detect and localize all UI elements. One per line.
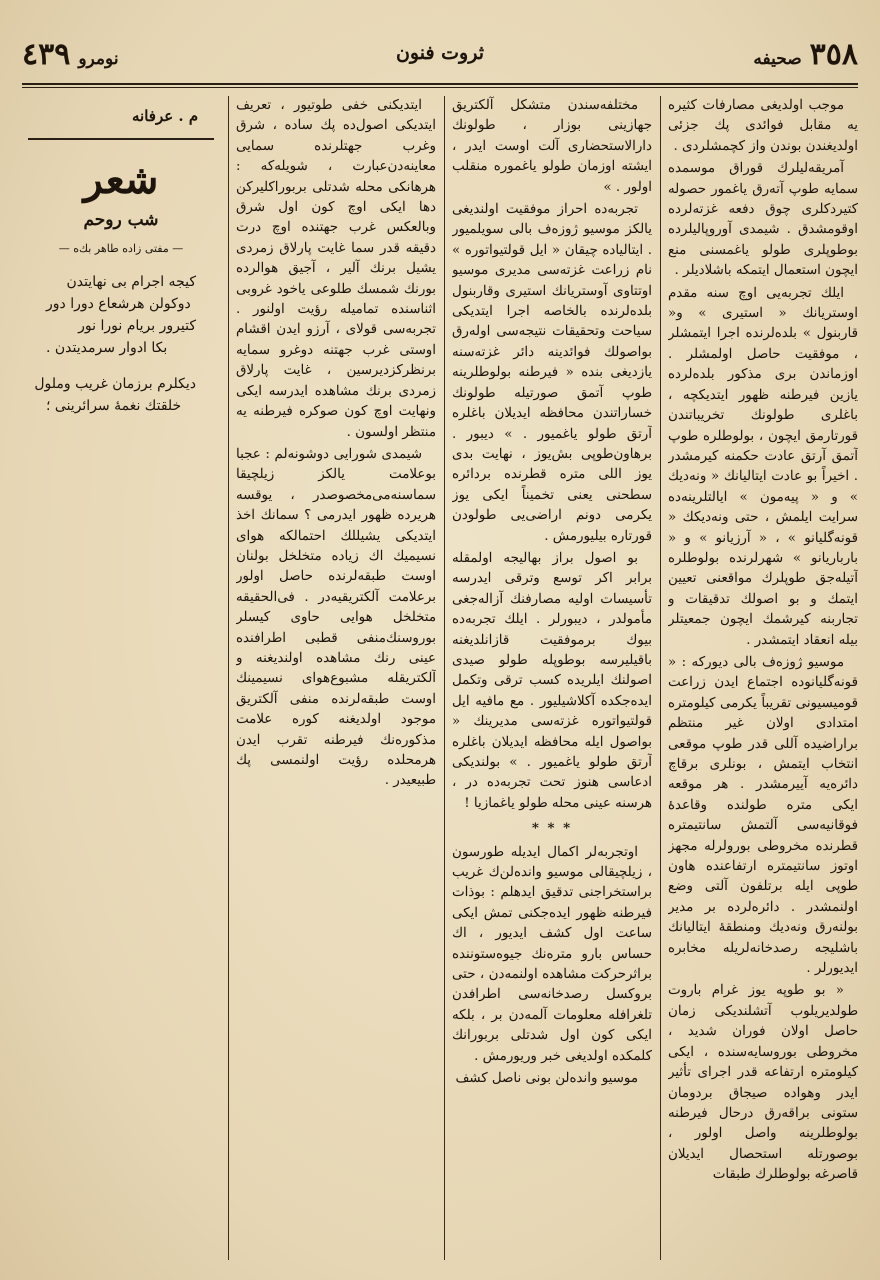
column-2 <box>452 96 652 1258</box>
poem-title: شب روحم <box>83 210 159 231</box>
poem-verse: خلقتك نغمهٔ سرائرینی ؛ <box>46 398 182 415</box>
paragraph: ایتدیکنی خفی طوتیور ، تعریف ایتدیکی اصول‌ده پك ساده ، شرق وغرب جهتلرنده سمایی معاینه‌دن‌عبارت ، شویلەکه : هرهانکی محله شدتلی بربوراکلیرکن دها ایکی اوچ کون اول شرق وبالعکس غرب جهتنده اوچ درت دقیقه قدر سما غایت پارلاق زمردی یشیل برنك آلیر ، آجیق هوالرده بورنك شمسك طلوعی یاخود غروبی اثناسنده تمامیله رؤیت اولنور . تجربه‌سی قولای ، آرزو ایدن اقشام اوستی غرب جهتنه دوغرو سمایه برنظرکزدیرسین ، غایت پارلاق زمردی برنك مشاهده ایدرسه ایکی ونهایت اوچ کون صوکره فیرطنه یه منتظر اولسون . <box>236 98 436 440</box>
publication-title: ثروت فنون <box>395 42 485 64</box>
paragraph: موجب اولدیغی مصارفات کثیره یه مقابل فوائدی پك جزئی اولدیغندن بوندن واز کچمشلردی . <box>668 98 858 154</box>
paragraph: ایلك تجربه‌یی اوچ سنه مقدم اوستریانك « استیری » و« قاربنول » بلده‌لرنده اجرا ایتمشلر ، موفقیت حاصل اولمشلر . اوزماندن بری مذکور بلده‌لرده یازین فیرطنه ظهور ایتدیکچه ، باغلری طولونك تخریباتندن قورتارمق ایچون ، بولوطلره طوپ آتمق آرتق عادت حکمنه کیرمشدر . اخیراً بو عادت ایتالیانك « ونه‌دیك » و « پیه‌مون » ایالتلرینه‌ده سرایت ایلمش ، حتی ونه‌دیكك « قونه‌گلیانو » ، « آرزیانو » و « بارباریانو » شهرلرنده بولوطلره آتیله‌جق طوپلرك مواقعنی تعیین ایتمك و بو اصولك تدقیقات و تجاربنه کیرشمك ایچون جمعیتلر بیله انعقاد ایتمشدر . <box>668 285 858 648</box>
author-signature: م . عرفانه <box>132 107 199 125</box>
column-divider <box>444 96 445 1260</box>
paragraph: شیمدی شورایی دوشونه‌لم : عجبا بوعلامت یالکز زیلچیقا سماسنه‌می‌مخصوصدر ، یوقسه هریرده ظهور ایدرمی ؟ سمانك اخذ ایتدیکی یشیللك احتمالکه هوای نسیمیك اك زیاده متخلخل بولنان اوست طبقه‌لرنده حاصل اولور برعلامت آلکتریقیه‌در . فی‌الحقیقه متخلخل هوایی حاوی کیسلر بوروسنك‌منفی قطبی اطرافنده عینی رنك مشاهده اولندیغنه و آلکتریقله مشبوع‌هوای نسیمینك اوست طبقه‌لرنده منفی آلکتریق موجود اولدیغنه کوره علامت مذکورەنك فیرطنه تقرب ایدن هرمحلده رؤیت اولنمسی پك طبیعیدر . <box>236 446 436 789</box>
issue-number-group <box>22 37 119 72</box>
issue-label: نومرو <box>78 49 119 69</box>
poem-verse: دوکولن هرشعاع دورا دور <box>46 296 191 313</box>
stanza-gap <box>22 359 220 373</box>
page-label: صحيفه <box>753 49 802 69</box>
paragraph: موسیو واندەلن بونی ناصل کشف <box>455 1071 638 1087</box>
publication-title-wrap <box>22 42 858 64</box>
poem-dedication: — مفتی زاده طاهر بك‌ه — <box>58 241 184 255</box>
column-divider <box>228 96 229 1260</box>
poem-verse: کیجه اجرام بی نهایتدن <box>66 274 196 291</box>
paragraph: مختلفه‌سندن متشکل آلکتریق جهازینی بوزار ، طولونك دارالاستحضاری آلت اوست ایدر ، ایشته اوزمان طولو یاغموره منقلب اولور . » <box>452 98 652 195</box>
header-rule-thin <box>22 87 858 88</box>
column-3 <box>236 96 436 1258</box>
poem-section-title: شعر <box>83 156 159 204</box>
section-break-stars: * * * <box>531 820 573 837</box>
header-rule <box>22 83 858 85</box>
poem-verse: بکا ادوار سرمدیتدن . <box>46 340 168 357</box>
section-separator <box>28 138 214 140</box>
paragraph: تجربه‌ده احراز موفقیت اولندیغی یالکز موسیو ژوزه‌ف بالی سویلمیور . ایتالیاده چیقان « ایل قولتیواتوره » نام زراعت غزته‌سی مدیری موسیو اوتتاوی آوستریانك استیری وقاربنول بلده‌لرنده بالخاصه اجرا ایتدیکی سیاحت وتحقیقات نتیجه‌سی اولەرق بواصولك فوائدینه دائر غزته‌سنه یازدیغی بنده « فیرطنه بولوطلرینه طوپ آتمق صورتیله طولونك خساراتندن محافظه ایدیلان باغلره آرتق طولو یاغمیور . » دیبور . برهاون‌طوپی بش‌یوز ، نهایت بدی یوز اللی متره قطرنده بردائره سطحنی یعنی تخمیناً ایکی یوز یکرمی دونم اراضی‌یی طولودن قورتاره بیلیورمش . <box>452 202 652 544</box>
paragraph: موسیو ژوزه‌ف بالی دیورکه : « قونه‌گلیانوده اجتماع ایدن زراعت قومیسیونی تقریباً یکرمی کیلومتره امتدادی اولان غیر منتظم براراضیده آللی قدر طوپ موقعی انتخاب ایتمش ، بونلری برقاچ دائره‌یه آییرمشدر . هر موقعه ایکی متره طولنده وقاعده‌ٔ فوقانیه‌سی آلتمش سانتیمتره قطرنده مخروطی بورولرله مجهز اوتوز سانتیمتره ارتفاعنده هاون طوپی ایله برتلفون آلتی وضع اولنمشدر . دائره‌لرده بر مدیر بولنه‌رق ونه‌دیك ومنطقه‌ٔ ایتالیانك باشلیجه رصدخانه‌لریله مخابره ایدیورلر . <box>668 654 858 977</box>
poem-verse: کتیرور بریام نورا نور <box>78 318 196 335</box>
paragraph: « بو طوپه یوز غرام باروت طولدیریلوب آتشلندیکی زمان حاصل اولان فوران شدید ، مخروطی بوروسایه‌سنده ، ایکی کیلومتره ارتفاعه قدر اجرای تأثیر ایدر وهواده صیجاق بردومان ستونی براقەرق درحال فیرطنه بولوطلرینه واصل اولور ، بوصورتله استحصال ایدیلان قاصرغه بولوطلرك طبقات <box>668 983 858 1183</box>
poem-verse: دیکلرم برزمان غریب وملول <box>34 376 196 393</box>
page-number: ٣٥٨ <box>809 37 858 72</box>
paragraph: آمریقه‌لیلرك قوراق موسمده سمایه طوپ آتەرق یاغمور حصوله کتیردکلری چوق دفعه غزته‌لرده اوقومشدق . شیمدی آوروپالیلرده بوطوپلری طولو یاغمسنی منع ایچون استعمال ایتمکه باشلادیلر . <box>668 161 858 279</box>
column-4 <box>22 96 220 1258</box>
column-1 <box>668 96 858 1258</box>
issue-number: ٤٣٩ <box>22 37 71 72</box>
page-header <box>22 37 858 78</box>
paragraph: اوتجربه‌لر اکمال ایدیله طورسون ، زیلچیقالی موسیو واندەلن‌ك غریب براستخراجنی تدقیق ایدهلم : بوذات فیرطنه ظهور ایده‌جکنی تمش ایکی ساعت اول کشف ایدیور ، اك حساس بارو مترەنك جیوه‌ستوننده براثرحرکت مشاهده اولنمەدن ، حتی بروکسل رصدخانه‌سی اطرافدن تلغرافله معلومات آلمەدن بر ، بلکه ایکی کون اول شدتلی بربورانك کلمکده اولدیغی خبر وریورمش . <box>452 844 652 1064</box>
column-divider <box>660 96 661 1260</box>
paragraph: بو اصول براز بهالیجه اولمقله برابر اکر توسع وترقی ایدرسه تأسیسات اولیه مصارفنك آزاله‌جغی مأمولدر ، دیبورلر . ایلك تجربه‌ده بیوك برموفقیت قازانلدیغنه باقیلیرسه بوطوپله طولو صیدی اصولنك ایلریده کسب ترقی وتکمل ایده‌جکده آکلاشیلیور . مع مافیه ایل قولتیواتوره غزته‌سی مدیرینك « بواصول ایله محافظه ایدیلان باغلره آرتق طولو یاغمیور . » بولندیکی ادعاسی هنوز تحت تجربه‌ده در ، هرسنه عینی محله طولو یاغمازیا ! <box>452 550 652 811</box>
